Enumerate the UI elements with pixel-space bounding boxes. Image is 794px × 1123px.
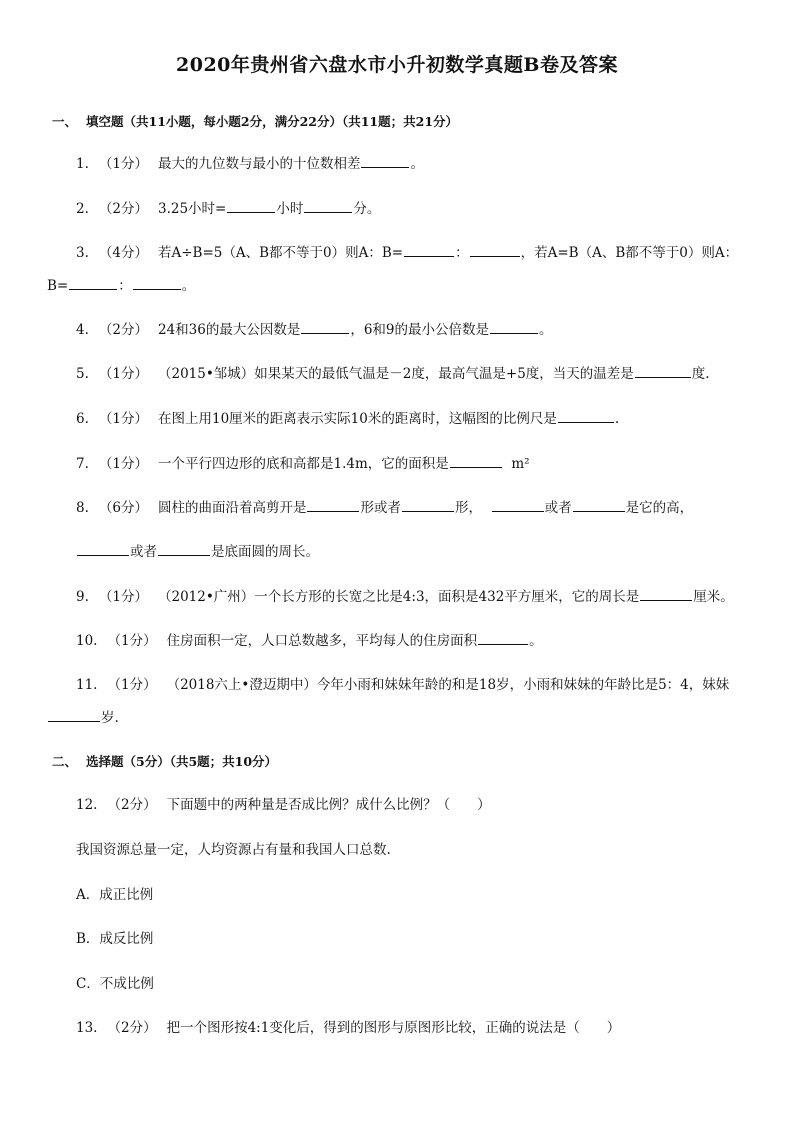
answer-blank[interactable] bbox=[478, 631, 528, 645]
question-text: 形或者 bbox=[360, 500, 401, 516]
answer-blank[interactable] bbox=[158, 542, 210, 556]
question-text: 。 bbox=[539, 322, 553, 338]
question-text: （2012•广州）一个长方形的长宽之比是4:3，面积是432平方厘米，它的周长是 bbox=[157, 589, 640, 605]
question-text: ： bbox=[118, 278, 132, 294]
answer-blank[interactable] bbox=[635, 364, 691, 378]
question-text: ： bbox=[455, 245, 469, 261]
question-2 bbox=[76, 199, 380, 218]
question-score: （1分） bbox=[107, 633, 157, 649]
question-7 bbox=[76, 454, 530, 473]
question-text: 下面题中的两种量是否成比例？成什么比例？（ ） bbox=[166, 797, 491, 813]
question-number: 7. bbox=[76, 456, 89, 472]
answer-blank[interactable] bbox=[361, 154, 409, 168]
question-number: 10. bbox=[76, 633, 98, 649]
question-text: 岁. bbox=[101, 710, 119, 726]
answer-blank[interactable] bbox=[470, 243, 520, 257]
question-text: 小时 bbox=[276, 201, 304, 217]
question-text: （2015•邹城）如果某天的最低气温是－2度，最高气温是+5度，当天的温差是 bbox=[157, 366, 634, 382]
answer-blank[interactable] bbox=[450, 454, 502, 468]
question-5 bbox=[76, 364, 710, 383]
question-number: 1. bbox=[76, 156, 89, 172]
page-title: 2020年贵州省六盘水市小升初数学真题B卷及答案 bbox=[176, 54, 618, 76]
question-text: 或者 bbox=[130, 544, 157, 560]
question-score: （1分） bbox=[107, 677, 157, 693]
question-number: 6. bbox=[76, 411, 89, 427]
question-text: （2018六上•澄迈期中）今年小雨和妹妹年龄的和是18岁，小雨和妹妹的年龄比是5：4，妹妹 bbox=[166, 677, 730, 693]
question-score: （4分） bbox=[98, 245, 148, 261]
question-number: 3. bbox=[76, 245, 89, 261]
question-text: 厘米。 bbox=[693, 589, 734, 605]
question-text: 3.25小时= bbox=[157, 201, 227, 217]
question-8 bbox=[76, 498, 693, 517]
section-number: 二、 bbox=[52, 754, 78, 769]
question-number: 11. bbox=[76, 677, 98, 693]
question-score: （1分） bbox=[98, 156, 148, 172]
question-12 bbox=[76, 796, 491, 814]
question-text: 圆柱的曲面沿着高剪开是 bbox=[157, 500, 307, 516]
question-text: 若A÷B=5（A、B都不等于0）则A：B= bbox=[157, 245, 404, 261]
unit-text: m² bbox=[511, 456, 530, 472]
answer-blank[interactable] bbox=[490, 320, 538, 334]
question-number: 4. bbox=[76, 322, 89, 338]
question-13 bbox=[76, 1019, 620, 1037]
option-a[interactable]: A．成正比例 bbox=[76, 887, 154, 903]
question-11-continued bbox=[47, 708, 119, 727]
section-header-fill-blank bbox=[52, 112, 458, 130]
answer-blank[interactable] bbox=[48, 708, 100, 722]
question-score: （2分） bbox=[107, 797, 157, 813]
question-9 bbox=[76, 587, 734, 606]
answer-blank[interactable] bbox=[402, 498, 454, 512]
question-text: 或者 bbox=[544, 500, 572, 516]
answer-blank[interactable] bbox=[307, 498, 359, 512]
question-text: 。 bbox=[181, 278, 196, 294]
question-text: B= bbox=[47, 278, 69, 294]
question-score: （1分） bbox=[98, 589, 148, 605]
answer-blank[interactable] bbox=[558, 409, 614, 423]
question-10 bbox=[76, 631, 543, 650]
answer-blank[interactable] bbox=[77, 542, 129, 556]
section-title: 选择题（5分）（共5题；共10分） bbox=[86, 754, 278, 769]
question-text: 住房面积一定，人口总数越多，平均每人的住房面积 bbox=[166, 633, 478, 649]
question-text: 把一个图形按4:1变化后，得到的图形与原图形比较，正确的说法是（ ） bbox=[166, 1020, 621, 1036]
answer-blank[interactable] bbox=[304, 199, 352, 213]
question-number: 8. bbox=[76, 500, 89, 516]
answer-blank[interactable] bbox=[640, 587, 692, 601]
question-score: （2分） bbox=[98, 201, 148, 217]
question-3-continued bbox=[47, 276, 195, 295]
question-1 bbox=[76, 154, 424, 173]
section-number: 一、 bbox=[52, 114, 78, 129]
question-text: 是底面圆的周长。 bbox=[211, 544, 319, 560]
question-number: 5. bbox=[76, 366, 89, 382]
answer-blank[interactable] bbox=[404, 243, 454, 257]
section-title: 填空题（共11小题，每小题2分，满分22分）（共11题；共21分） bbox=[86, 114, 459, 129]
question-score: （1分） bbox=[98, 456, 148, 472]
answer-blank[interactable] bbox=[301, 320, 349, 334]
question-text: 。 bbox=[529, 633, 543, 649]
question-text: 度. bbox=[691, 366, 710, 382]
question-number: 12. bbox=[76, 797, 98, 813]
answer-blank[interactable] bbox=[492, 498, 544, 512]
question-6 bbox=[76, 409, 619, 428]
question-8-continued bbox=[76, 542, 319, 561]
question-text: 最大的九位数与最小的十位数相差 bbox=[157, 156, 361, 172]
question-11 bbox=[76, 676, 729, 694]
question-4 bbox=[76, 320, 553, 339]
answer-blank[interactable] bbox=[227, 199, 275, 213]
question-score: （1分） bbox=[98, 411, 148, 427]
question-text: 。 bbox=[410, 156, 424, 172]
question-score: （1分） bbox=[98, 366, 148, 382]
question-text: 是它的高， bbox=[625, 500, 694, 516]
question-text: 一个平行四边形的底和高都是1.4m，它的面积是 bbox=[157, 456, 449, 472]
question-3 bbox=[76, 243, 738, 262]
question-text: 分。 bbox=[353, 201, 381, 217]
question-score: （2分） bbox=[98, 322, 148, 338]
question-text: 在图上用10厘米的距离表示实际10米的距离时，这幅图的比例尺是 bbox=[157, 411, 557, 427]
question-score: （2分） bbox=[107, 1020, 157, 1036]
question-number: 9. bbox=[76, 589, 89, 605]
question-12-stem: 我国资源总量一定，人均资源占有量和我国人口总数. bbox=[76, 842, 391, 858]
question-number: 13. bbox=[76, 1020, 98, 1036]
section-header-multiple-choice bbox=[52, 752, 277, 770]
question-text: ，若A=B（A、B都不等于0）则A： bbox=[520, 245, 739, 261]
question-text: ，6和9的最小公倍数是 bbox=[350, 322, 490, 338]
answer-blank[interactable] bbox=[133, 276, 181, 290]
answer-blank[interactable] bbox=[573, 498, 625, 512]
option-b[interactable]: B．成反比例 bbox=[76, 931, 154, 947]
option-c[interactable]: C．不成比例 bbox=[76, 976, 154, 992]
question-text: . bbox=[614, 411, 620, 427]
question-text: 形， bbox=[454, 500, 482, 516]
question-text: 24和36的最大公因数是 bbox=[157, 322, 301, 338]
answer-blank[interactable] bbox=[69, 276, 117, 290]
question-number: 2. bbox=[76, 201, 89, 217]
question-score: （6分） bbox=[98, 500, 148, 516]
